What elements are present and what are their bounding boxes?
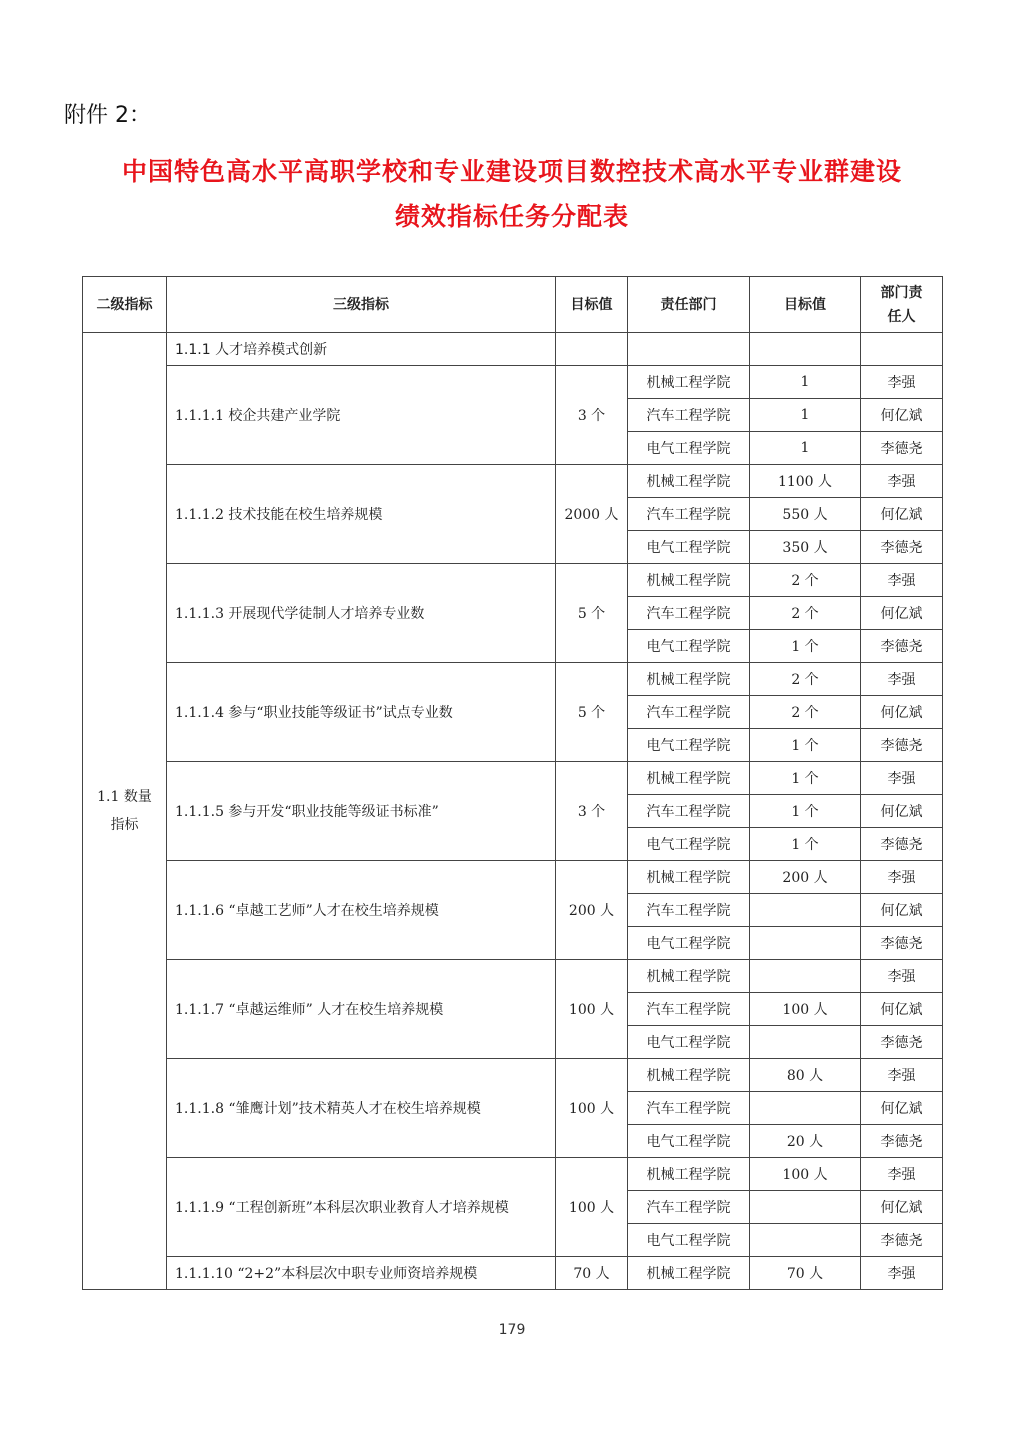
owner-cell: 李德尧 xyxy=(861,828,943,861)
owner-cell: 李强 xyxy=(861,1158,943,1191)
header-level3: 三级指标 xyxy=(167,277,556,333)
dept-target-cell: 1 个 xyxy=(750,828,861,861)
department-cell: 机械工程学院 xyxy=(628,762,750,795)
owner-cell: 李强 xyxy=(861,564,943,597)
header-dept-target: 目标值 xyxy=(750,277,861,333)
dept-target-cell: 550 人 xyxy=(750,498,861,531)
empty-cell xyxy=(556,333,628,366)
dept-target-cell: 2 个 xyxy=(750,696,861,729)
table-row xyxy=(83,1158,943,1191)
subheading-row xyxy=(83,333,943,366)
owner-cell: 李强 xyxy=(861,762,943,795)
department-cell: 电气工程学院 xyxy=(628,531,750,564)
target-value-cell: 200 人 xyxy=(556,861,628,960)
table-row xyxy=(83,564,943,597)
header-target: 目标值 xyxy=(556,277,628,333)
level3-indicator-cell: 1.1.1.3 开展现代学徒制人才培养专业数 xyxy=(167,564,556,663)
level3-indicator-cell: 1.1.1.9 “工程创新班”本科层次职业教育人才培养规模 xyxy=(167,1158,556,1257)
dept-target-cell: 200 人 xyxy=(750,861,861,894)
table-row xyxy=(83,465,943,498)
department-cell: 汽车工程学院 xyxy=(628,993,750,1026)
table-row xyxy=(83,960,943,993)
subheading-cell: 1.1.1 人才培养模式创新 xyxy=(167,333,556,366)
department-cell: 电气工程学院 xyxy=(628,432,750,465)
owner-cell: 李德尧 xyxy=(861,630,943,663)
owner-cell: 李德尧 xyxy=(861,927,943,960)
dept-target-cell: 1 xyxy=(750,366,861,399)
owner-cell: 李强 xyxy=(861,1257,943,1290)
table-row xyxy=(83,663,943,696)
target-value-cell: 70 人 xyxy=(556,1257,628,1290)
level3-indicator-cell: 1.1.1.7 “卓越运维师” 人才在校生培养规模 xyxy=(167,960,556,1059)
department-cell: 机械工程学院 xyxy=(628,564,750,597)
dept-target-cell: 80 人 xyxy=(750,1059,861,1092)
dept-target-cell: 70 人 xyxy=(750,1257,861,1290)
attachment-label: 附件 2： xyxy=(64,103,151,128)
table-row xyxy=(83,861,943,894)
owner-cell: 李强 xyxy=(861,861,943,894)
table-row xyxy=(83,366,943,399)
level2-indicator-cell xyxy=(83,333,167,1290)
department-cell: 汽车工程学院 xyxy=(628,894,750,927)
owner-cell: 李强 xyxy=(861,960,943,993)
header-owner-line2: 任人 xyxy=(887,308,916,325)
department-cell: 机械工程学院 xyxy=(628,1059,750,1092)
department-cell: 机械工程学院 xyxy=(628,960,750,993)
department-cell: 电气工程学院 xyxy=(628,630,750,663)
department-cell: 电气工程学院 xyxy=(628,927,750,960)
owner-cell: 李德尧 xyxy=(861,1224,943,1257)
table-row xyxy=(83,762,943,795)
department-cell: 汽车工程学院 xyxy=(628,1191,750,1224)
dept-target-cell xyxy=(750,1224,861,1257)
owner-cell: 何亿斌 xyxy=(861,399,943,432)
owner-cell: 何亿斌 xyxy=(861,696,943,729)
owner-cell: 李强 xyxy=(861,465,943,498)
department-cell: 电气工程学院 xyxy=(628,1224,750,1257)
document-title-line2: 绩效指标任务分配表 xyxy=(394,202,629,231)
target-value-cell: 100 人 xyxy=(556,960,628,1059)
dept-target-cell: 1 个 xyxy=(750,795,861,828)
target-value-cell: 3 个 xyxy=(556,762,628,861)
owner-cell: 何亿斌 xyxy=(861,597,943,630)
empty-cell xyxy=(750,333,861,366)
level2-label-line2: 指标 xyxy=(110,817,139,833)
empty-cell xyxy=(628,333,750,366)
target-value-cell: 100 人 xyxy=(556,1158,628,1257)
department-cell: 电气工程学院 xyxy=(628,828,750,861)
header-owner xyxy=(861,277,943,333)
owner-cell: 李德尧 xyxy=(861,729,943,762)
dept-target-cell: 1 个 xyxy=(750,729,861,762)
page-number: 179 xyxy=(498,1322,526,1338)
dept-target-cell: 2 个 xyxy=(750,597,861,630)
dept-target-cell xyxy=(750,960,861,993)
level3-indicator-cell: 1.1.1.8 “雏鹰计划”技术精英人才在校生培养规模 xyxy=(167,1059,556,1158)
department-cell: 机械工程学院 xyxy=(628,1257,750,1290)
dept-target-cell: 1 xyxy=(750,432,861,465)
table-row xyxy=(83,1257,943,1290)
department-cell: 电气工程学院 xyxy=(628,729,750,762)
owner-cell: 何亿斌 xyxy=(861,1092,943,1125)
department-cell: 汽车工程学院 xyxy=(628,498,750,531)
table-row xyxy=(83,1059,943,1092)
level3-indicator-cell: 1.1.1.6 “卓越工艺师”人才在校生培养规模 xyxy=(167,861,556,960)
indicator-table-body xyxy=(83,277,943,1290)
owner-cell: 何亿斌 xyxy=(861,498,943,531)
dept-target-cell xyxy=(750,1092,861,1125)
owner-cell: 李德尧 xyxy=(861,1026,943,1059)
header-department: 责任部门 xyxy=(628,277,750,333)
target-value-cell: 2000 人 xyxy=(556,465,628,564)
department-cell: 机械工程学院 xyxy=(628,1158,750,1191)
level3-indicator-cell: 1.1.1.1 校企共建产业学院 xyxy=(167,366,556,465)
department-cell: 电气工程学院 xyxy=(628,1125,750,1158)
dept-target-cell: 1 个 xyxy=(750,630,861,663)
department-cell: 汽车工程学院 xyxy=(628,399,750,432)
header-level2: 二级指标 xyxy=(83,277,167,333)
header-owner-line1: 部门责 xyxy=(880,284,923,301)
department-cell: 汽车工程学院 xyxy=(628,1092,750,1125)
department-cell: 汽车工程学院 xyxy=(628,795,750,828)
dept-target-cell: 20 人 xyxy=(750,1125,861,1158)
level3-indicator-cell: 1.1.1.4 参与“职业技能等级证书”试点专业数 xyxy=(167,663,556,762)
target-value-cell: 3 个 xyxy=(556,366,628,465)
target-value-cell: 5 个 xyxy=(556,564,628,663)
dept-target-cell: 1100 人 xyxy=(750,465,861,498)
dept-target-cell: 1 xyxy=(750,399,861,432)
owner-cell: 何亿斌 xyxy=(861,795,943,828)
dept-target-cell xyxy=(750,1026,861,1059)
department-cell: 汽车工程学院 xyxy=(628,696,750,729)
document-title-line1: 中国特色高水平高职学校和专业建设项目数控技术高水平专业群建设 xyxy=(121,157,902,186)
department-cell: 机械工程学院 xyxy=(628,663,750,696)
owner-cell: 何亿斌 xyxy=(861,1191,943,1224)
target-value-cell: 5 个 xyxy=(556,663,628,762)
department-cell: 机械工程学院 xyxy=(628,366,750,399)
owner-cell: 李德尧 xyxy=(861,531,943,564)
target-value-cell: 100 人 xyxy=(556,1059,628,1158)
dept-target-cell: 100 人 xyxy=(750,1158,861,1191)
dept-target-cell: 2 个 xyxy=(750,663,861,696)
table-header-row xyxy=(83,277,943,333)
department-cell: 机械工程学院 xyxy=(628,465,750,498)
dept-target-cell xyxy=(750,1191,861,1224)
dept-target-cell xyxy=(750,927,861,960)
owner-cell: 何亿斌 xyxy=(861,894,943,927)
level2-label-line1: 1.1 数量 xyxy=(97,789,152,805)
empty-cell xyxy=(861,333,943,366)
department-cell: 汽车工程学院 xyxy=(628,597,750,630)
indicator-table xyxy=(82,276,943,1290)
dept-target-cell: 2 个 xyxy=(750,564,861,597)
dept-target-cell: 1 个 xyxy=(750,762,861,795)
owner-cell: 李德尧 xyxy=(861,1125,943,1158)
level3-indicator-cell: 1.1.1.5 参与开发“职业技能等级证书标准” xyxy=(167,762,556,861)
dept-target-cell: 350 人 xyxy=(750,531,861,564)
owner-cell: 李强 xyxy=(861,663,943,696)
owner-cell: 李强 xyxy=(861,366,943,399)
dept-target-cell xyxy=(750,894,861,927)
department-cell: 电气工程学院 xyxy=(628,1026,750,1059)
level3-indicator-cell: 1.1.1.10 “2+2”本科层次中职专业师资培养规模 xyxy=(167,1257,556,1290)
level3-indicator-cell: 1.1.1.2 技术技能在校生培养规模 xyxy=(167,465,556,564)
dept-target-cell: 100 人 xyxy=(750,993,861,1026)
owner-cell: 何亿斌 xyxy=(861,993,943,1026)
owner-cell: 李强 xyxy=(861,1059,943,1092)
owner-cell: 李德尧 xyxy=(861,432,943,465)
department-cell: 机械工程学院 xyxy=(628,861,750,894)
